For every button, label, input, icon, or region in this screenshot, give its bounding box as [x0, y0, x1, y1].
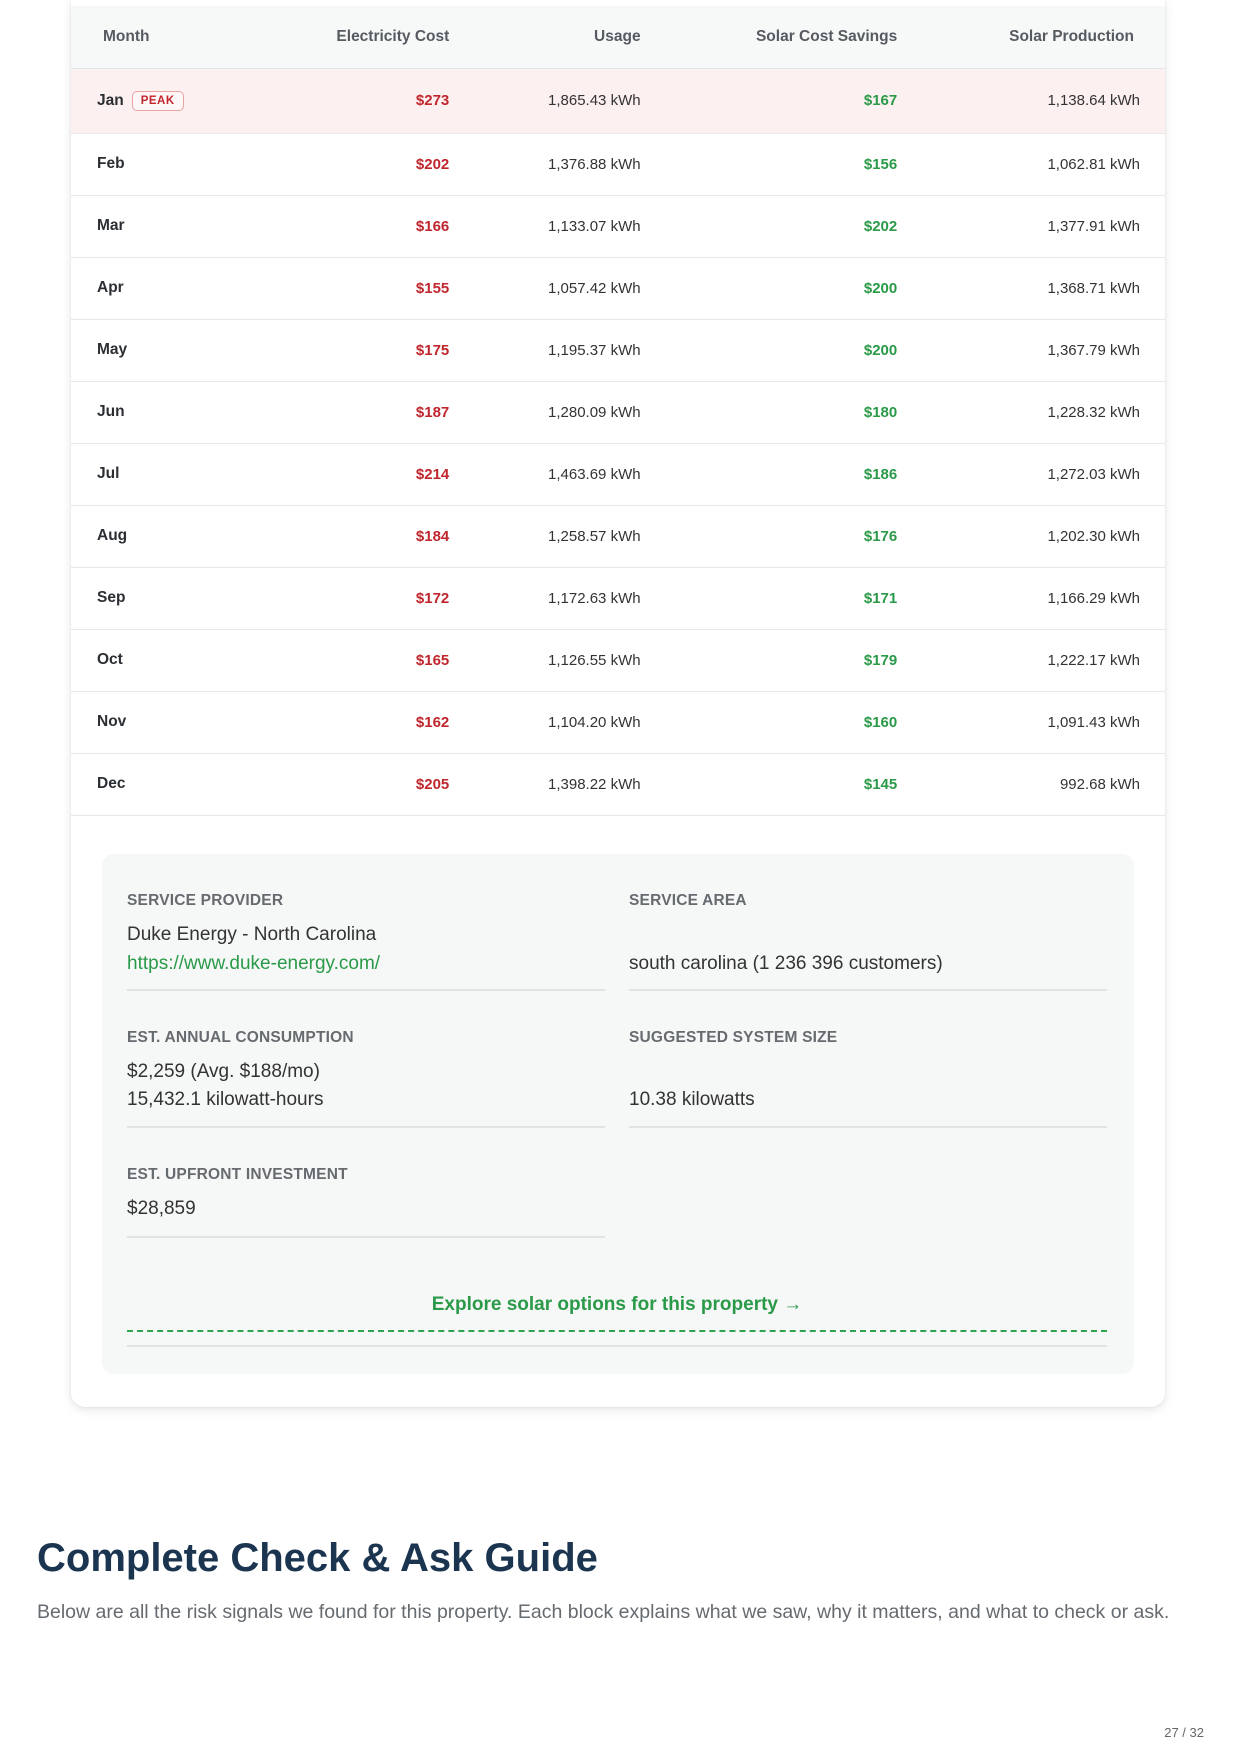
solar-savings-cell-text: $200	[863, 341, 898, 359]
electricity-cost-cell-text: $202	[415, 155, 450, 173]
table-row	[71, 443, 1165, 505]
solar-production-cell	[922, 567, 1165, 629]
annual-consumption-energy: 15,432.1 kilowatt-hours	[127, 1089, 324, 1110]
month-cell-text: Jul	[97, 465, 120, 482]
electricity-cost-cell	[256, 68, 475, 133]
annual-consumption-field	[127, 991, 605, 1128]
table-row	[71, 567, 1165, 629]
solar-savings-cell	[666, 381, 923, 443]
usage-cell-text: 1,865.43 kWh	[548, 92, 641, 109]
annual-consumption-cost: $2,259 (Avg. $188/mo)	[127, 1061, 320, 1082]
usage-cell	[474, 629, 665, 691]
solar-production-cell-text: 1,228.32 kWh	[1047, 403, 1140, 421]
month-cell-text: May	[97, 341, 128, 358]
usage-cell-text: 1,133.07 kWh	[548, 217, 641, 235]
table-row	[71, 195, 1165, 257]
guide-description: Below are all the risk signals we found for this property. Each block explains what we saw, why it matters, and what to check or ask.	[37, 1601, 1170, 1623]
solar-savings-cell-text: $160	[863, 713, 898, 731]
solar-production-cell	[922, 257, 1165, 319]
solar-savings-cell-text: $171	[863, 589, 898, 607]
service-provider-label: SERVICE PROVIDER	[127, 892, 284, 909]
column-header-month: Month	[71, 6, 256, 68]
solar-savings-cell-text: $179	[863, 651, 898, 669]
solar-production-cell	[922, 195, 1165, 257]
upfront-investment-label: EST. UPFRONT INVESTMENT	[127, 1166, 348, 1183]
usage-cell-text: 1,172.63 kWh	[548, 589, 641, 607]
solar-production-cell-text: 1,091.43 kWh	[1047, 713, 1140, 731]
solar-savings-cell	[666, 753, 923, 815]
month-cell-text: Oct	[97, 651, 123, 668]
solar-production-cell-text: 1,202.30 kWh	[1047, 527, 1140, 545]
month-cell-text: Dec	[97, 775, 126, 792]
month-cell	[71, 505, 256, 567]
electricity-cost-cell	[256, 505, 475, 567]
electricity-cost-cell-text: $273	[415, 92, 450, 109]
upfront-investment-field	[127, 1128, 605, 1238]
month-cell	[71, 629, 256, 691]
electricity-cost-cell	[256, 567, 475, 629]
month-cell-text: Nov	[97, 713, 127, 730]
upfront-investment-value: $28,859	[127, 1198, 196, 1219]
service-area-field	[629, 854, 1107, 991]
solar-production-cell	[922, 133, 1165, 195]
solar-production-cell-text: 1,368.71 kWh	[1047, 279, 1140, 297]
solar-savings-cell	[666, 68, 923, 133]
solar-savings-cell	[666, 443, 923, 505]
service-area-value: south carolina (1 236 396 customers)	[629, 953, 943, 974]
electricity-cost-cell-text: $155	[415, 279, 450, 297]
month-cell	[71, 381, 256, 443]
solar-production-cell-text: 1,222.17 kWh	[1047, 651, 1140, 669]
solar-savings-cell	[666, 691, 923, 753]
service-area-label: SERVICE AREA	[629, 892, 747, 909]
annual-consumption-label: EST. ANNUAL CONSUMPTION	[127, 1029, 354, 1046]
page-number: 27 / 32	[1164, 1725, 1204, 1740]
table-row	[71, 133, 1165, 195]
usage-cell-text: 1,463.69 kWh	[548, 465, 641, 483]
solar-production-cell-text: 1,138.64 kWh	[1047, 92, 1140, 109]
table-body	[71, 68, 1165, 815]
solar-savings-cell	[666, 567, 923, 629]
table-row	[71, 629, 1165, 691]
service-provider-link[interactable]: https://www.duke-energy.com/	[127, 953, 381, 974]
service-provider-field	[127, 854, 605, 991]
solar-production-cell-text: 1,272.03 kWh	[1047, 465, 1140, 483]
solar-savings-cell	[666, 133, 923, 195]
month-cell-text: Jan	[97, 91, 124, 109]
column-header-solar-savings: Solar Cost Savings	[666, 6, 923, 68]
usage-cell	[474, 319, 665, 381]
column-header-electricity-cost: Electricity Cost	[256, 6, 475, 68]
electricity-cost-cell-text: $175	[415, 341, 450, 359]
solar-savings-cell	[666, 505, 923, 567]
electricity-cost-cell-text: $172	[415, 589, 450, 607]
solar-savings-cell-text: $186	[863, 465, 898, 483]
monthly-energy-table	[71, 6, 1165, 816]
month-cell	[71, 195, 256, 257]
explore-solar-link[interactable]: Explore solar options for this property →	[127, 1294, 1107, 1332]
month-cell	[71, 691, 256, 753]
electricity-cost-cell	[256, 629, 475, 691]
electricity-cost-cell-text: $205	[415, 775, 450, 793]
usage-cell	[474, 753, 665, 815]
solar-savings-cell-text: $176	[863, 527, 898, 545]
solar-savings-cell-text: $180	[863, 403, 898, 421]
electricity-cost-cell-text: $166	[415, 217, 450, 235]
usage-cell	[474, 133, 665, 195]
solar-production-cell	[922, 505, 1165, 567]
solar-production-cell	[922, 319, 1165, 381]
table-row	[71, 257, 1165, 319]
electricity-cost-cell	[256, 691, 475, 753]
usage-cell-text: 1,104.20 kWh	[548, 713, 641, 731]
month-cell-text: Aug	[97, 527, 128, 544]
solar-production-cell-text: 1,062.81 kWh	[1047, 155, 1140, 173]
solar-savings-cell-text: $202	[863, 217, 898, 235]
solar-savings-cell	[666, 319, 923, 381]
usage-cell	[474, 257, 665, 319]
month-cell	[71, 753, 256, 815]
month-cell	[71, 319, 256, 381]
usage-cell-text: 1,376.88 kWh	[548, 155, 641, 173]
solar-production-cell	[922, 629, 1165, 691]
usage-cell-text: 1,280.09 kWh	[548, 403, 641, 421]
solar-production-cell	[922, 68, 1165, 133]
table-row	[71, 505, 1165, 567]
solar-production-cell-text: 1,166.29 kWh	[1047, 589, 1140, 607]
peak-badge: PEAK	[132, 91, 184, 111]
solar-savings-cell	[666, 195, 923, 257]
month-cell	[71, 257, 256, 319]
usage-cell	[474, 691, 665, 753]
table-row	[71, 68, 1165, 133]
column-header-solar-production: Solar Production	[922, 6, 1165, 68]
solar-production-cell	[922, 381, 1165, 443]
electricity-cost-cell	[256, 133, 475, 195]
guide-title: Complete Check & Ask Guide	[37, 1536, 598, 1580]
solar-production-cell	[922, 691, 1165, 753]
usage-cell-text: 1,126.55 kWh	[548, 651, 641, 669]
electricity-cost-cell	[256, 257, 475, 319]
usage-cell-text: 1,057.42 kWh	[548, 279, 641, 297]
electricity-cost-cell	[256, 319, 475, 381]
usage-cell	[474, 381, 665, 443]
solar-savings-cell-text: $156	[863, 155, 898, 173]
table-row	[71, 691, 1165, 753]
solar-production-cell-text: 992.68 kWh	[1059, 775, 1140, 793]
utility-info-panel	[102, 854, 1134, 1374]
electricity-cost-cell	[256, 195, 475, 257]
table-row	[71, 381, 1165, 443]
electricity-cost-cell-text: $165	[415, 651, 450, 669]
table-header-row	[71, 6, 1165, 68]
month-cell-text: Jun	[97, 403, 125, 420]
electricity-cost-cell	[256, 753, 475, 815]
usage-cell	[474, 68, 665, 133]
month-cell	[71, 443, 256, 505]
month-cell-text: Sep	[97, 589, 126, 606]
electricity-cost-cell-text: $187	[415, 403, 450, 421]
month-cell	[71, 567, 256, 629]
electricity-cost-cell	[256, 381, 475, 443]
electricity-cost-cell-text: $214	[415, 465, 450, 483]
usage-cell	[474, 567, 665, 629]
solar-production-cell-text: 1,367.79 kWh	[1047, 341, 1140, 359]
system-size-value: 10.38 kilowatts	[629, 1089, 755, 1110]
month-cell-text: Mar	[97, 217, 125, 234]
usage-cell	[474, 195, 665, 257]
energy-card	[71, 0, 1165, 1407]
solar-savings-cell-text: $167	[863, 92, 898, 109]
column-header-usage: Usage	[474, 6, 665, 68]
solar-savings-cell	[666, 257, 923, 319]
usage-cell-text: 1,195.37 kWh	[548, 341, 641, 359]
usage-cell	[474, 443, 665, 505]
solar-production-cell	[922, 753, 1165, 815]
solar-savings-cell-text: $200	[863, 279, 898, 297]
system-size-field	[629, 991, 1107, 1128]
solar-savings-cell	[666, 629, 923, 691]
service-provider-name: Duke Energy - North Carolina	[127, 924, 377, 945]
usage-cell-text: 1,258.57 kWh	[548, 527, 641, 545]
month-cell	[71, 133, 256, 195]
table-row	[71, 753, 1165, 815]
table-row	[71, 319, 1165, 381]
system-size-label: SUGGESTED SYSTEM SIZE	[629, 1029, 838, 1046]
usage-cell	[474, 505, 665, 567]
month-cell-text: Feb	[97, 155, 125, 172]
electricity-cost-cell-text: $162	[415, 713, 450, 731]
electricity-cost-cell-text: $184	[415, 527, 450, 545]
electricity-cost-cell	[256, 443, 475, 505]
divider	[127, 1345, 1107, 1347]
solar-production-cell	[922, 443, 1165, 505]
usage-cell-text: 1,398.22 kWh	[548, 775, 641, 793]
month-cell	[71, 68, 256, 133]
solar-savings-cell-text: $145	[863, 775, 898, 793]
month-cell-text: Apr	[97, 279, 124, 296]
solar-production-cell-text: 1,377.91 kWh	[1047, 217, 1140, 235]
